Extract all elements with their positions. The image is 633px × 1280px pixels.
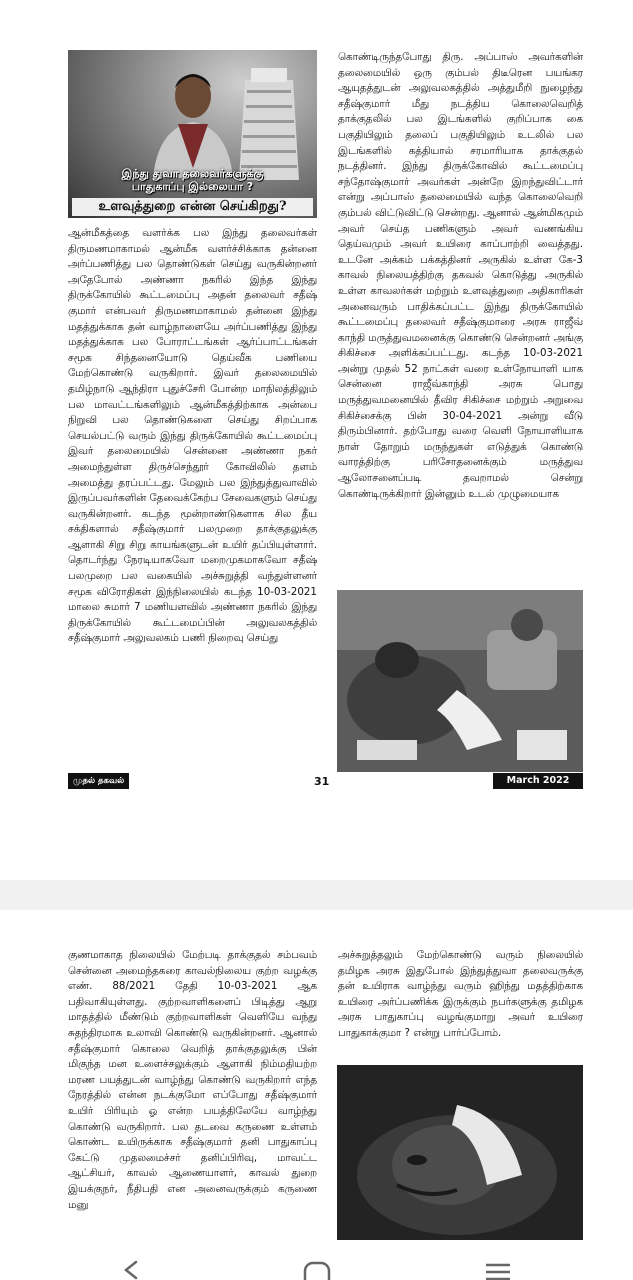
article-column-left [68,226,317,647]
magazine-brand: முதல் தகவல் [68,773,129,789]
page-separator [0,880,633,910]
article-paragraph: கொண்டிருந்தபோது திரு. அப்பாஸ் அவர்களின் தலைமையில் ஒரு கும்பல் திடீரென பயங்கர ஆயுதத்துடன் அலுவலகத்தில் அத்துமீறி நுழைந்து சதீஷ்குமார் மீது நடத்திய கொலைவெறித் தாக்குதலில் பல இடங்களில் குறிப்பாக கை பகுதியிலும் தலைப் பகுதியிலும் உடலில் பல இடங்களில் கத்தியால் சரமாரியாக தாக்குதல் நடத்தினர். இந்து திருக்கோவில் கூட்டமைப்பு சந்தோஷ்குமார் அவர்கள் அன்றே இறந்துவிட்டார் என்று அப்பாஸ் தலைமையில் வந்த கொலைவெறி கும்பல் விட்டுவிட்டு சென்றது. ஆனால் ஆன்மிகமும் அவர் செய்த பணிகளும் அவர் வணங்கிய தெய்வமும் அவர் உயிரை காப்பாற்றி வைத்தது. உடனே அக்கம் பக்கத்தினர் அருகில் உள்ள கே-3 காவல் நிலையத்திற்கு தகவல் கொடுத்து அருகில் உள்ள காவலர்கள் மற்றும் உளவுத்துறை அதிகாரிகள் அனைவரும் பாதிக்கப்பட்ட இந்து திருக்கோயில் கூட்டமைப்பு தலைவர் சதீஷ்குமாரை அரசு ராஜீவ் காந்தி மருத்துவமனைக்கு கொண்டு சென்றனர் அங்கு சிகிச்சை அளிக்கப்பட்டது. கடந்த 10-03-2021 அன்று முதல் 52 நாட்கள் வரை உள்நோயாளி யாக சென்னை ராஜீவ்காந்தி அரசு பொது மருத்துவமனையில் தீவிர சிகிச்சை மற்றும் அறுவை சிகிச்சைக்கு பின் 30-04-2021 அன்று வீடு திரும்பினார். தற்போது வரை வெளி நோயாளியாக நாள் தோறும் மருந்துகள் எடுத்துக் கொண்டு வாரத்திற்கு பரிசோதனைக்கும் மருத்துவ ஆலோசனைப்படி தவறாமல் சென்று கொண்டிருக்கிறார் இன்னும் உடல் முழுமையாக [338,51,584,500]
hospital-photo [337,590,583,772]
injury-photo [337,1065,583,1240]
home-icon[interactable] [302,1260,332,1280]
article-column-right [338,948,583,1042]
article-column-right [338,50,583,502]
hero-headline: உளவுத்துறை என்ன செய்கிறது? [72,198,313,216]
portrait-image [138,58,248,178]
article-column-left [68,948,317,1213]
article-paragraph: ஆன்மீகத்தை வளர்க்க பல இந்து தலைவர்கள் திருமணமாகாமல் ஆன்மீக வளர்ச்சிக்காக தன்னை அர்ப்பணித்து பல தொண்டுகள் செய்து வருகின்றனர் அதேபோல் அண்ணா நகரில் இந்த இந்து திருக்கோயில் கூட்டமைப்பு அதன் தலைவர் சதீஷ் குமார் என்பவர் திருமணமாகாமல் தன்னை இந்து மதத்துக்காக தன் வாழ்நாளையே அர்ப்பணித்து இந்து மதத்துக்காக பல போராட்டங்கள் ஆர்ப்பாட்டங்கள் சமூக சிந்தனையோடு தெய்வீக பணியை மேற்கொண்டு வருகிறார். இவர் தலைமையில் தமிழ்நாடு ஆந்திரா புதுச்சேரி போன்ற மாநிலத்திலும் பல மாவட்டங்களிலும் ஆன்மீகத்திற்காக அன்பை நிறுவி பல தொண்டுகளை செய்து சிறப்பாக செயல்பட்டு வரும் இந்து திருக்கோயில் கூட்டமைப்பு இவர் தலைமையில் சென்னை அண்ணா நகர் அமைந்துள்ள திருச்செந்தூர் கோவிலில் தளம் அமைத்து தரப்பட்டது. மேலும் பல இந்துத்துவாவில் இருப்பவர்களின் தேவைக்கேற்ப சேவைகளும் செய்து வருகின்றனர். கடந்த மூன்றாண்டுகளாக சில தீய சக்திகளால் சதீஷ்குமார் பலமுறை தாக்குதலுக்கு ஆளாகி சிறு சிறு காயங்களுடன் உயிர் தப்பியுள்ளார். தொடர்ந்து நேரடியாகவோ மறைமுகமாகவோ சதீஷ் பலமுறை பல வகையில் அச்சுறுத்தி வந்துள்ளனர் சமூக விரோதிகள் இந்நிலையில் கடந்த 10-03-2021 மாலை சுமார் 7 மணியளவில் அண்ணா நகரில் இந்து திருக்கோயில் கூட்டமைப்பின் அலுவலகத்தில் சதீஷ்குமார் அலுவலகம் பணி நிறைவு செய்து [68,227,317,645]
hero-banner [68,50,317,218]
article-paragraph: அச்சுறுத்தலும் மேற்கொண்டு வரும் நிலையில் தமிழக அரசு இதுபோல் இந்துத்துவா தலைவருக்கு தன் உயிராக வாழ்ந்து வரும் ஹிந்து மதத்திற்காக உயிரை அர்ப்பணிக்க இருக்கும் நபர்களுக்கு தமிழக அரசு பாதுகாப்பு வழங்குமாறு அவர் உயிரை பாதுகாக்குமா ? என்று பார்ப்போம். [338,949,583,1039]
system-navigation-bar [0,1240,633,1280]
magazine-page-32 [0,910,633,1240]
article-paragraph: குணமாகாத நிலையில் மேற்படி தாக்குதல் சம்பவம் சென்னை அமைந்தகரை காவல்நிலைய குற்ற வழக்கு எண். 88/2021 தேதி 10-03-2021 ஆக பதிவாகியுள்ளது. குற்றவாளிகளைப் பிடித்து ஆறு மாதத்தில் மீண்டும் குற்றவாளிகள் வெளியே வந்து சுதந்திரமாக உலாவி கொண்டு வருகின்றனர். ஆனால் சதீஷ்குமார் கொலை வெறித் தாக்குதலுக்கு பின் மிகுந்த மன உளைச்சலுக்கும் ஆளாகி நிம்மதியற்ற மரண பயத்துடன் வாழ்ந்து கொண்டு வருகிறார் எந்த நேரத்தில் என்ன நடக்குமோ எப்போது சதீஷ்குமார் உயிர் பிரியும் ஓ என்ற பயத்திலேயே வாழ்ந்து கொண்டு வருகிறார். பல தடவை கருணை உள்ளம் கொண்ட உயிருக்காக சதீஷ்குமார் தனி பாதுகாப்பு கேட்டு முதலமைச்சர் தனிப்பிரிவு, மாவட்ட ஆட்சியர், காவல் ஆணையாளர், காவல் துறை இயக்குநர், நீதிபதி என அனைவருக்கும் கருணை மனு [68,949,317,1211]
issue-date: March 2022 [493,773,583,789]
menu-icon[interactable] [483,1260,513,1280]
page-number: 31 [314,775,330,788]
back-icon[interactable] [120,1260,144,1280]
hero-subheadline: இந்து துவா தலைவர்களுக்கு பாதுகாப்பு இல்லையா ? [121,167,264,193]
